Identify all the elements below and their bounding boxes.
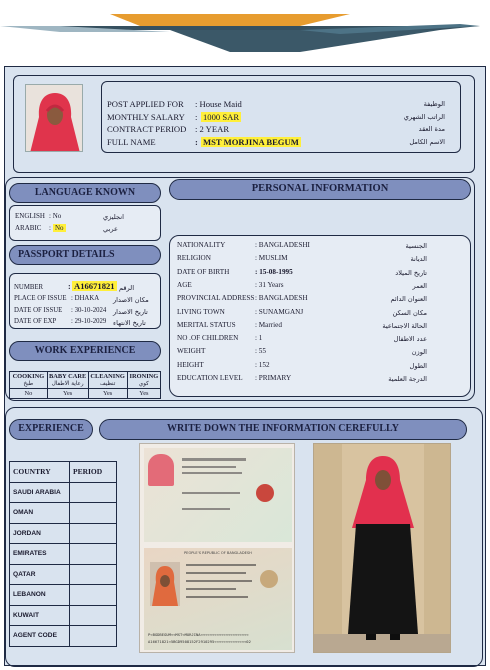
post-applied-value: : House Maid: [195, 99, 242, 109]
contract-value: : 2 YEAR: [195, 124, 230, 134]
cleaning-value: Yes: [88, 389, 127, 399]
personal-info-ar: الديانة: [410, 255, 427, 264]
arabic-value: No: [55, 224, 64, 232]
passport-mrz-line2: A16671821<5BGD9508152F2910295<<<<<<<<<<<<<<02: [148, 639, 251, 644]
full-name-label: FULL NAME: [107, 137, 156, 147]
issue-date-label: DATE OF ISSUE: [14, 307, 63, 314]
personal-info-value: : PRIMARY: [255, 374, 292, 382]
personal-info-value: : Married: [255, 320, 282, 329]
personal-info-label: EDUCATION LEVEL: [177, 374, 243, 382]
salary-colon: :: [195, 112, 198, 122]
passport-number-label: NUMBER: [14, 284, 44, 291]
arabic-ar: عربي: [103, 225, 118, 233]
country-name: LEBANON: [10, 585, 70, 606]
personal-info-value: : 15-08-1995: [255, 267, 293, 276]
passport-scan-front: [144, 448, 292, 542]
personal-info-value: : MUSLIM: [255, 254, 288, 263]
work-experience-table: [9, 371, 161, 399]
place-issue-label: PLACE OF ISSUE: [14, 295, 67, 302]
header-banner: [0, 0, 490, 64]
country-header: COUNTRY: [10, 462, 70, 483]
passport-scan-header: PEOPLE'S REPUBLIC OF BANGLADESH: [184, 551, 252, 555]
passport-number-colon: :: [68, 282, 71, 291]
issue-date-value: : 30-10-2024: [71, 307, 107, 314]
country-name: JORDAN: [10, 523, 70, 544]
country-period: [70, 523, 117, 544]
personal-info-ar: العنوان الدائم: [390, 295, 427, 304]
personal-info-label: WEIGHT: [177, 347, 206, 356]
full-name-value: MST MORJINA BEGUM: [203, 137, 299, 147]
country-period: [70, 564, 117, 585]
country-name: KUWAIT: [10, 605, 70, 626]
personal-info-label: LIVING TOWN: [177, 307, 225, 316]
personal-info-label: RELIGION: [177, 254, 211, 263]
period-header: PERIOD: [70, 462, 117, 483]
cooking-header: COOKING طبخ: [10, 372, 48, 389]
work-experience-title: WORK EXPERIENCE: [9, 341, 161, 361]
table-row: [10, 544, 117, 565]
table-row: [10, 626, 117, 647]
personal-info-value: : 55: [255, 347, 266, 356]
salary-ar: الراتب الشهري: [403, 113, 445, 121]
personal-info-ar: الوزن: [411, 348, 427, 357]
country-period: [70, 544, 117, 565]
table-row: [10, 585, 117, 606]
country-experience-table: [9, 461, 117, 647]
country-period: [70, 503, 117, 524]
country-name: AGENT CODE: [10, 626, 70, 647]
arabic-colon: :: [49, 224, 51, 232]
passport-number-ar: الرقم: [119, 284, 135, 292]
personal-info-ar: العمر: [412, 281, 427, 290]
passport-scan: [139, 443, 295, 653]
personal-info-ar: مكان السكن: [392, 308, 427, 317]
personal-info-title: PERSONAL INFORMATION: [169, 179, 471, 200]
personal-info-label: MERITAL STATUS: [177, 320, 236, 329]
salary-value: 1000 SAR: [203, 112, 240, 122]
baby-care-header: BABY CARE رعاية الاطفال: [49, 373, 87, 387]
country-period: [70, 482, 117, 503]
personal-info-ar: الطول: [409, 361, 427, 370]
personal-info-value: : SUNAMGANJ: [255, 307, 304, 316]
table-row: [10, 605, 117, 626]
place-issue-ar: مكان الاصدار: [113, 296, 149, 304]
full-name-colon: :: [195, 137, 198, 147]
english-value: : No: [49, 212, 62, 220]
english-ar: انجليزي: [103, 213, 124, 221]
personal-info-label: AGE: [177, 280, 192, 289]
country-name: SAUDI ARABIA: [10, 482, 70, 503]
personal-info-ar: الحالة الاجتماعية: [382, 321, 427, 330]
english-label: ENGLISH: [15, 212, 45, 220]
language-box: [9, 205, 161, 241]
personal-info-ar: الدرجة العلمية: [388, 375, 427, 383]
passport-mrz-line1: P<BGDBEGUM<<MST<MORJINA<<<<<<<<<<<<<<<<<<<<<: [148, 632, 249, 637]
personal-info-value: : 31 Years: [255, 280, 284, 289]
personal-info-value: : 152: [255, 360, 270, 369]
country-period: [70, 585, 117, 606]
personal-info-label: PROVINCIAL ADDRESS: [177, 294, 255, 303]
applicant-photo: [25, 84, 83, 152]
country-name: EMIRATES: [10, 544, 70, 565]
cv-sheet: [4, 66, 486, 666]
full-body-photo: [313, 443, 451, 653]
expiry-ar: تاريخ الانتهاء: [113, 319, 146, 327]
expiry-value: : 29-10-2029: [71, 318, 107, 325]
personal-info-ar: الجنسية: [405, 242, 427, 250]
passport-title: PASSPORT DETAILS: [9, 245, 161, 265]
personal-info-value: : BANGLADESHI: [255, 241, 310, 249]
table-row: [10, 564, 117, 585]
ironing-value: Yes: [127, 389, 160, 399]
country-period: [70, 626, 117, 647]
instructions-title: WRITE DOWN THE INFORMATION CEREFULLY: [99, 419, 467, 440]
personal-info-ar: تاريخ الميلاد: [395, 268, 427, 277]
ironing-header: IRONING كوي: [127, 372, 160, 389]
expiry-label: DATE OF EXP: [14, 318, 57, 325]
salary-label: MONTHLY SALARY: [107, 112, 185, 122]
cleaning-header: CLEANING تنظيف: [88, 372, 127, 389]
baby-care-value: Yes: [47, 389, 88, 399]
passport-scan-photo: [150, 562, 180, 606]
contract-ar: مدة العقد: [418, 125, 445, 133]
personal-info-ar: عدد الاطفال: [393, 335, 427, 344]
table-row: [10, 482, 117, 503]
post-applied-ar: الوظيفة: [423, 100, 445, 108]
table-row: [10, 523, 117, 544]
personal-info-value: : 1: [255, 334, 263, 343]
passport-number-value: A16671821: [74, 281, 115, 291]
personal-info-label: NO .OF CHILDREN: [177, 334, 239, 343]
issue-date-ar: تاريخ الاصدار: [113, 308, 148, 316]
personal-info-label: HEIGHT: [177, 360, 204, 369]
place-issue-value: : DHAKA: [71, 295, 100, 302]
personal-info-label: DATE OF BIRTH: [177, 267, 230, 276]
full-name-ar: الاسم الكامل: [409, 138, 445, 146]
experience-title: EXPERIENCE: [9, 419, 93, 440]
country-name: QATAR: [10, 564, 70, 585]
country-name: OMAN: [10, 503, 70, 524]
country-rows: [10, 482, 117, 646]
contract-label: CONTRACT PERIOD: [107, 124, 187, 134]
personal-info-label: NATIONALITY: [177, 241, 226, 249]
table-row: [10, 503, 117, 524]
post-applied-label: POST APPLIED FOR: [107, 99, 184, 109]
personal-info-value: : BANGLADESH: [255, 294, 308, 303]
arabic-label: ARABIC: [15, 224, 42, 232]
passport-scan-data-page: [144, 548, 292, 650]
country-period: [70, 605, 117, 626]
language-title: LANGUAGE KNOWN: [9, 183, 161, 203]
cooking-value: No: [10, 389, 48, 399]
